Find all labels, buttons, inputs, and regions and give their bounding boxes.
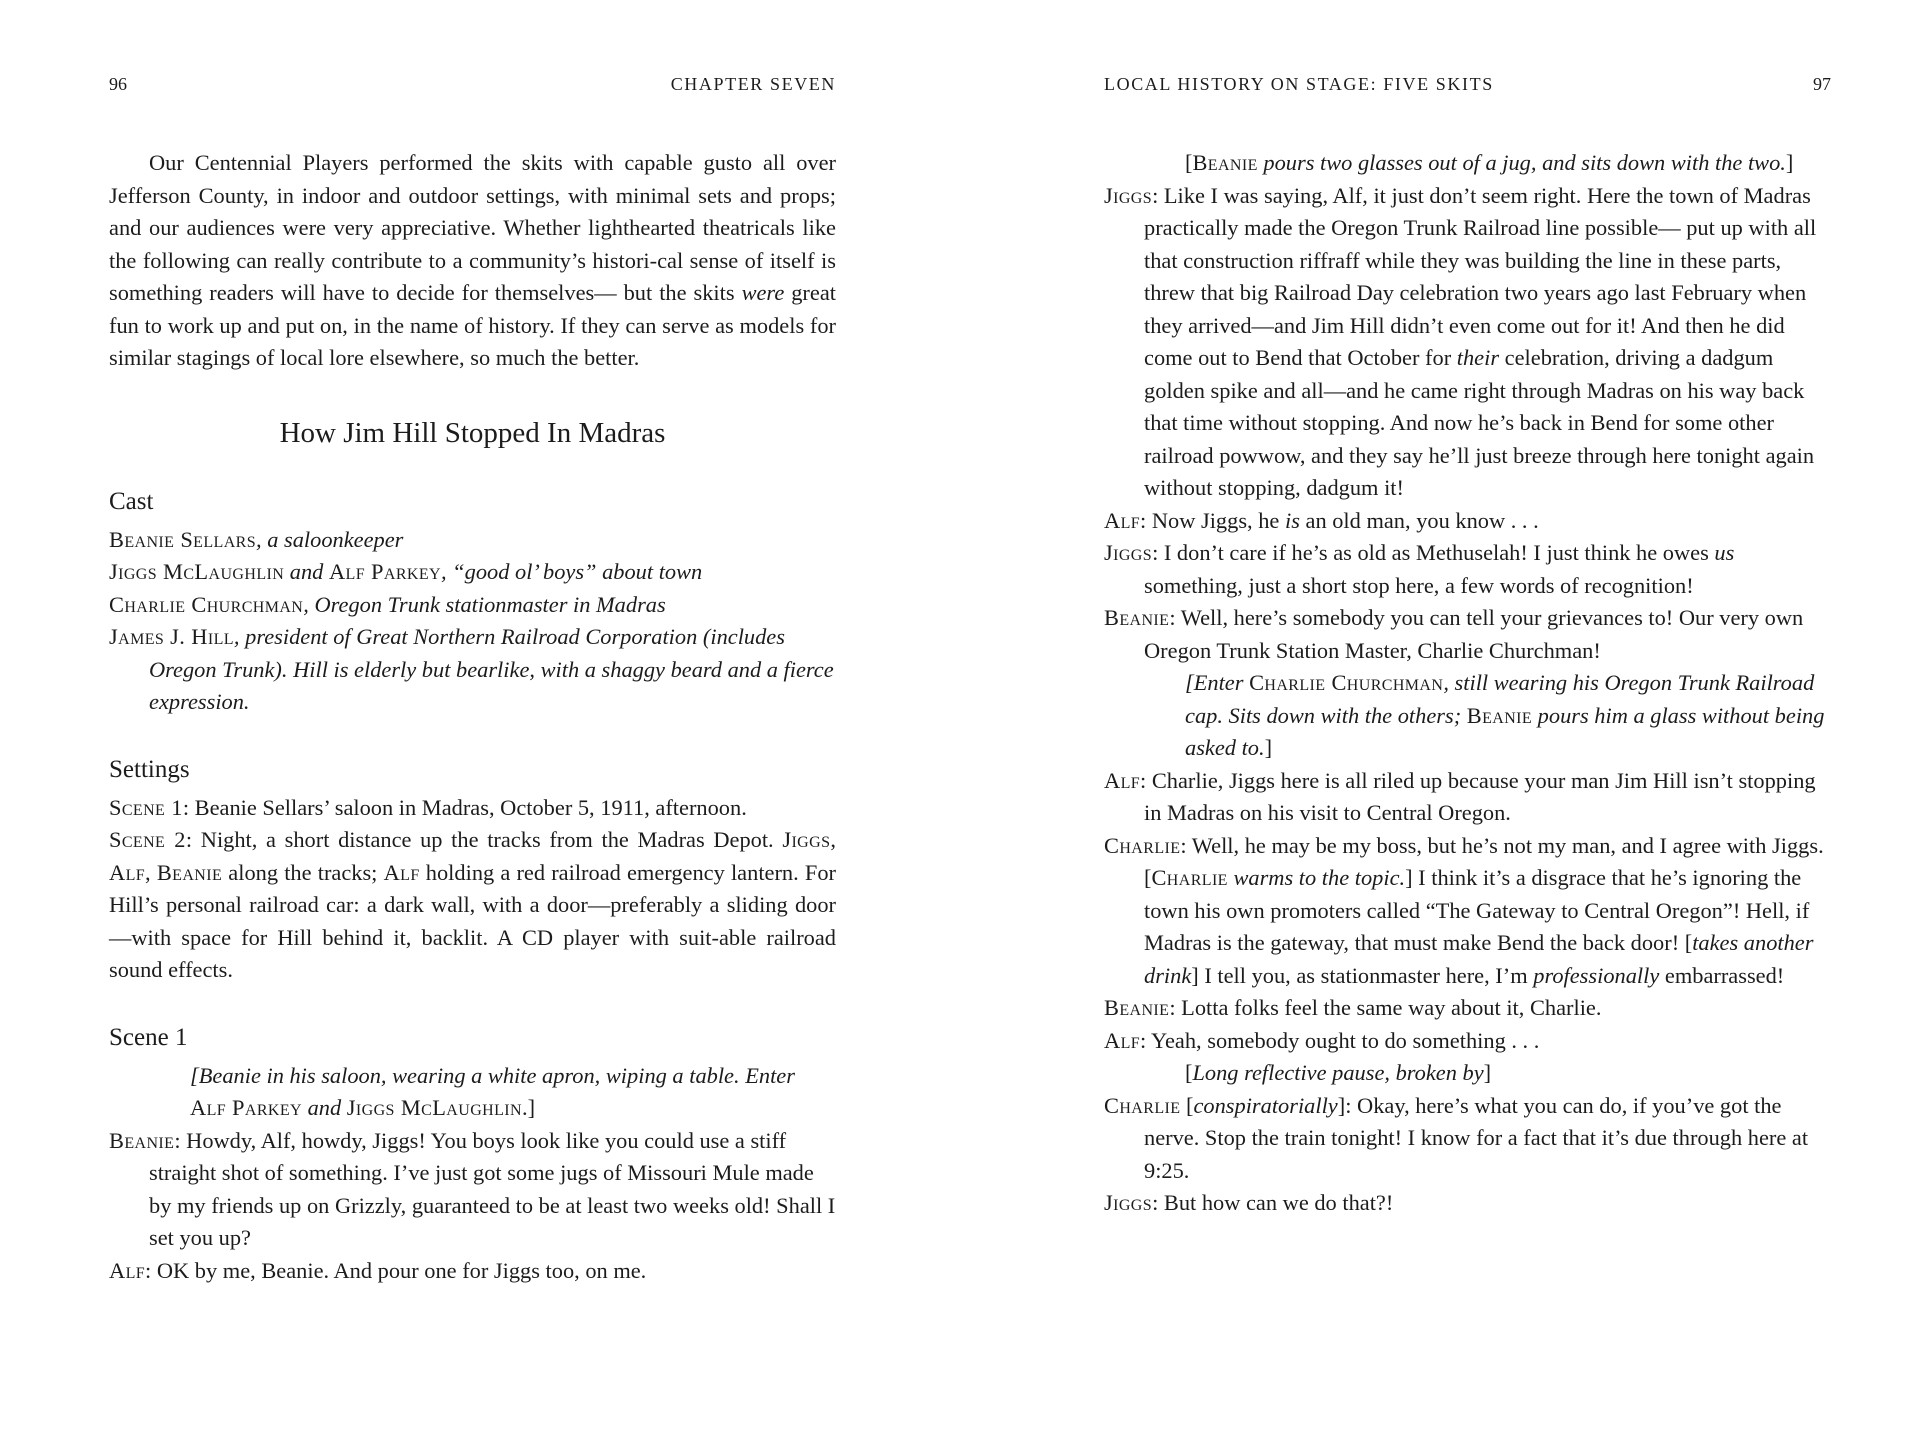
- left-running-head: [109, 74, 836, 102]
- dialogue-line: Charlie [conspiratorially]: Okay, here’s what you can do, if you’ve got the nerve. Stop the train tonight! I know for a fact that it’s due through here at 9:25.: [1104, 1092, 1809, 1183]
- cast-item: Jiggs McLaughlin and Alf Parkey, “good ol’ boys” about town: [109, 559, 703, 584]
- stage-direction: [Beanie pours two glasses out of a jug, and sits down with the two.]: [1185, 150, 1794, 175]
- dialogue-line: Alf: Now Jiggs, he is an old man, you know . . .: [1104, 507, 1539, 533]
- cast-item: Beanie Sellars, a saloonkeeper: [109, 526, 404, 552]
- left-body: [109, 147, 836, 1287]
- dialogue-line: Charlie: Well, he may be my boss, but he’s not my man, and I agree with Jiggs. [Charlie warms to the topic.] I think it’s a disgrace that he’s ignoring the town his own promoters called “The Gateway to Central Oregon”! Hell, if Madras is the gateway, that must make Bend the back door! [takes another drink] I tell you, as stationmaster here, I’m professionally embarrassed!: [1104, 832, 1824, 988]
- page-number-right: 97: [1813, 74, 1831, 94]
- page-number-left: 96: [109, 74, 127, 94]
- cast-item: James J. Hill, president of Great Northern Railroad Corporation (includes Oregon Trunk). Hill is elderly but bearlike, with a shaggy beard and a fierce expression.: [109, 624, 834, 714]
- intro-paragraph: Our Centennial Players performed the skits with capable gusto all over Jefferson County, in indoor and outdoor settings, with minimal sets and props; and our audiences were very appreciative. Whether lighthearted theatricals like the following can really contribute to a community’s histori-cal sense of itself is something readers will have to decide for themselves— but the skits were great fun to work up and put on, in the name of history. If they can serve as models for similar stagings of local lore elsewhere, so much the better.: [109, 150, 836, 370]
- setting-item: Scene 1: Beanie Sellars’ saloon in Madras, October 5, 1911, afternoon.: [109, 794, 747, 820]
- right-page: [1104, 0, 1831, 1440]
- dialogue-line: Alf: OK by me, Beanie. And pour one for Jiggs too, on me.: [109, 1257, 647, 1283]
- right-running-head: [1104, 74, 1831, 102]
- dialogue-line: Beanie: Howdy, Alf, howdy, Jiggs! You boys look like you could use a stiff straight shot of something. I’ve just got some jugs of Missouri Mule made by my friends up on Grizzly, guaranteed to be at least two weeks old! Shall I set you up?: [109, 1127, 836, 1250]
- stage-direction: [Long reflective pause, broken by]: [1185, 1060, 1492, 1085]
- skit-title: How Jim Hill Stopped In Madras: [279, 416, 666, 449]
- dialogue-line: Beanie: Well, here’s somebody you can tell your grievances to! Our very own Oregon Trunk Station Master, Charlie Churchman!: [1104, 605, 1804, 663]
- dialogue-line: Alf: Yeah, somebody ought to do something . . .: [1104, 1027, 1540, 1053]
- chapter-title: CHAPTER SEVEN: [670, 74, 836, 94]
- right-body: [1104, 147, 1831, 1220]
- scene-heading: Scene 1: [109, 1023, 188, 1051]
- dialogue-line: Alf: Charlie, Jiggs here is all riled up because your man Jim Hill isn’t stopping in Madras on his visit to Central Oregon.: [1104, 767, 1816, 825]
- stage-direction: [Enter Charlie Churchman, still wearing his Oregon Trunk Railroad cap. Sits down with the others; Beanie pours him a glass without being asked to.]: [1185, 670, 1825, 760]
- dialogue-line: Jiggs: Like I was saying, Alf, it just don’t seem right. Here the town of Madras practically made the Oregon Trunk Railroad line possible— put up with all that construction riffraff while they was building the line in these parts, threw that big Railroad Day celebration two years ago last February when they arrived—and Jim Hill didn’t even come out for it! And then he did come out to Bend that October for their celebration, driving a dadgum golden spike and all—and he came right through Madras on his way back that time without stopping. And now he’s back in Bend for some other railroad powwow, and they say he’ll just breeze through here tonight again without stopping, dadgum it!: [1104, 182, 1817, 500]
- cast-heading: Cast: [109, 487, 154, 515]
- settings-heading: Settings: [109, 755, 190, 783]
- section-title: LOCAL HISTORY ON STAGE: FIVE SKITS: [1104, 74, 1494, 94]
- setting-item: Scene 2: Night, a short distance up the tracks from the Madras Depot. Jiggs, Alf, Beanie along the tracks; Alf holding a red railroad emergency lantern. For Hill’s personal railroad car: a dark wall, with a door—preferably a sliding door—with space for Hill behind it, backlit. A CD player with suit-able railroad sound effects.: [109, 827, 836, 982]
- dialogue-line: Jiggs: I don’t care if he’s as old as Methuselah! I just think he owes us something, just a short stop here, a few words of recognition!: [1104, 540, 1735, 598]
- dialogue-line: Jiggs: But how can we do that?!: [1104, 1190, 1394, 1215]
- cast-item: Charlie Churchman, Oregon Trunk stationmaster in Madras: [109, 591, 666, 617]
- left-page: [109, 0, 836, 1440]
- dialogue-line: Beanie: Lotta folks feel the same way about it, Charlie.: [1104, 995, 1602, 1020]
- stage-direction: [Beanie in his saloon, wearing a white apron, wiping a table. Enter Alf Parkey and Jiggs McLaughlin.]: [190, 1062, 795, 1120]
